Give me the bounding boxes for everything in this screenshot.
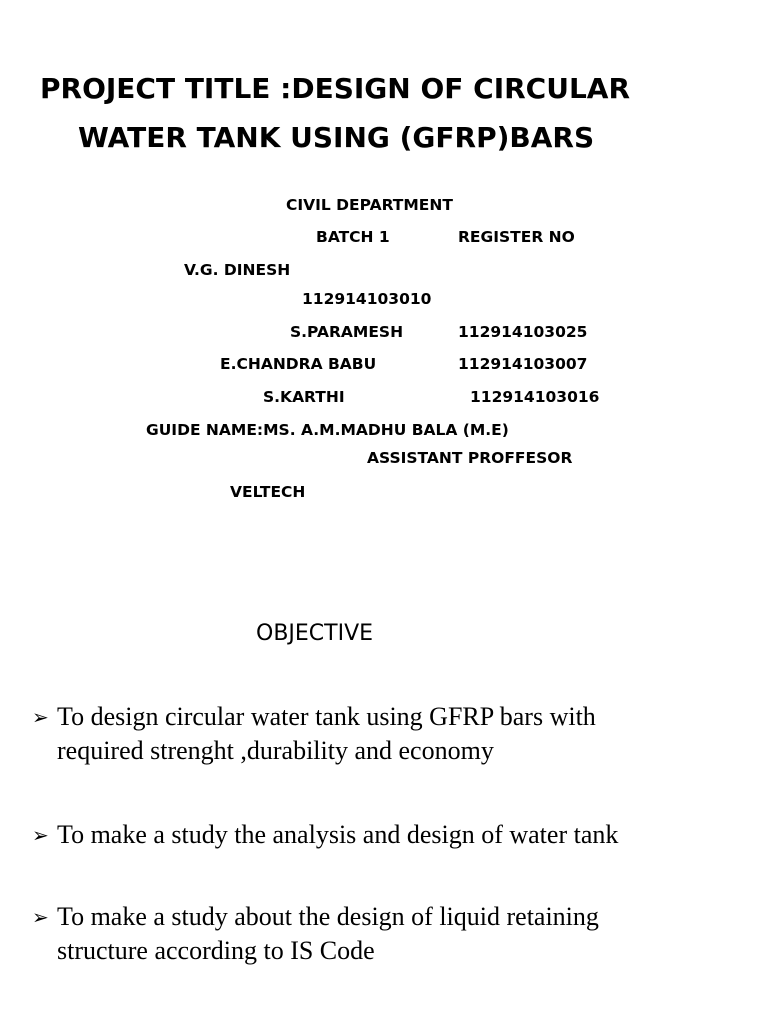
objective-text-line: To make a study the analysis and design of water tank [57,820,619,849]
member-register-no: 112914103010 [302,290,432,308]
arrow-bullet-icon: ➢ [32,823,49,847]
project-title-line-1: PROJECT TITLE :DESIGN OF CIRCULAR [40,72,631,105]
institution-name: VELTECH [230,483,306,501]
guide-name: GUIDE NAME:MS. A.M.MADHU BALA (M.E) [146,421,509,439]
member-name: S.KARTHI [263,388,345,406]
objective-heading: OBJECTIVE [256,621,374,646]
member-register-no: 112914103007 [458,355,588,373]
member-name: V.G. DINESH [184,261,291,279]
objective-item [32,818,732,852]
member-register-no: 112914103025 [458,323,588,341]
guide-designation: ASSISTANT PROFFESOR [367,449,573,467]
objective-text-line: To make a study about the design of liquid retaining [57,902,599,931]
member-name: E.CHANDRA BABU [220,355,377,373]
member-register-no: 112914103016 [470,388,600,406]
project-title-line-2: WATER TANK USING (GFRP)BARS [78,121,595,154]
register-no-label: REGISTER NO [458,228,575,246]
department: CIVIL DEPARTMENT [286,196,453,214]
objective-item [32,900,732,968]
arrow-bullet-icon: ➢ [32,905,49,929]
batch-label: BATCH 1 [316,228,390,246]
objective-text-line: structure according to IS Code [57,936,375,965]
arrow-bullet-icon: ➢ [32,705,49,729]
objective-item [32,700,732,768]
objective-text-line: To design circular water tank using GFRP bars with [57,702,596,731]
member-name: S.PARAMESH [290,323,404,341]
objective-text-line: required strenght ,durability and economy [57,736,494,765]
